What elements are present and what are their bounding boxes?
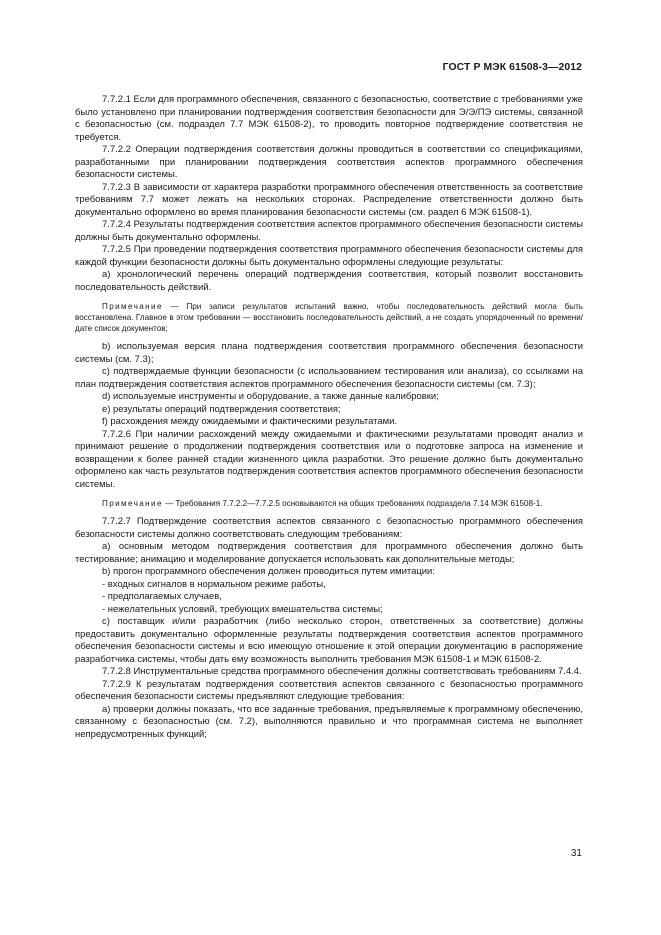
note-1-label: Примечание [102, 302, 163, 311]
clause-7-7-2-1: 7.7.2.1 Если для программного обеспечения, связанного с безопасностью, соответствие с требованиями уже было установлено при планировании подтверждения соответствия безопасности для Э/Э/ПЭ системы, связанной с безопасностью (см. подраздел 7.7 МЭК 61508-2), то проводить повторное подтверждение соответствия не требуется. [75, 94, 583, 143]
note-1-text: — При записи результатов испытаний важно, чтобы последовательность действий могла быть восстановлена. Главное в этом требовании — восстановить последовательность действий, а не создать упорядоченный по времени/дате список документов; [75, 302, 583, 333]
requirement-a: a) основным методом подтверждения соответствия для программного обеспечения должно быть тестирование; анимацию и моделирование допускается использовать как дополнительные методы; [75, 541, 583, 565]
document-body [75, 94, 583, 741]
note-2 [75, 498, 583, 509]
dash-item-3: - нежелательных условий, требующих вмешательства системы; [102, 603, 383, 615]
list-item-b: b) используемая версия плана подтверждения соответствия программного обеспечения безопасности системы (см. 7.3); [75, 341, 583, 365]
list-item-f: f) расхождения между ожидаемыми и фактическими результатами. [102, 416, 398, 427]
requirement-b: b) прогон программного обеспечения должен проводиться путем имитации: [102, 566, 435, 577]
dash-item-2: - предполагаемых случаев, [102, 591, 222, 602]
list-item-a: a) хронологический перечень операций подтверждения соответствия, который позволит восстановить последовательность действий. [75, 269, 583, 293]
clause-7-7-2-2: 7.7.2.2 Операции подтверждения соответствия должны проводиться в соответствии со спецификациями, разработанными при планировании подтверждения соответствия аспектов программного обеспечения безопасности системы. [75, 144, 583, 180]
dash-item-1: - входных сигналов в нормальном режиме работы, [102, 578, 326, 590]
note-1 [75, 301, 583, 334]
page-number: 31 [570, 848, 582, 859]
clause-7-7-2-5: 7.7.2.5 При проведении подтверждения соответствия программного обеспечения безопасности системы для каждой функции безопасности должны быть документально оформлены следующие результаты: [75, 244, 583, 268]
clause-7-7-2-9: 7.7.2.9 К результатам подтверждения соответствия аспектов связанного с безопасностью программного обеспечения безопасности системы предъявляют следующие требования: [75, 678, 583, 702]
standard-header: ГОСТ Р МЭК 61508-3—2012 [442, 62, 582, 73]
requirement-c: c) поставщик и/или разработчик (либо несколько сторон, ответственных за соответствие) должны предоставить документально оформленные результаты подтверждения соответствия аспектов программного обеспечения безопасности системы и всю имеющую отношение к этой операции документацию в распоряжение разработчика системы, чтобы дать ему возможность выполнить требования МЭК 61508-1 и МЭК 61508-2. [75, 616, 583, 665]
note-2-label: Примечание [102, 499, 163, 508]
list-item-c: c) подтверждаемые функции безопасности (с использованием тестирования или анализа), со ссылками на план подтверждения соответствия аспектов программного обеспечения безопасности системы (см. 7.3); [75, 366, 583, 390]
clause-7-7-2-8: 7.7.2.8 Инструментальные средства программного обеспечения должны соответствовать требованиям 7.4.4. [102, 666, 582, 677]
clause-7-7-2-7: 7.7.2.7 Подтверждение соответствия аспектов связанного с безопасностью программного обеспечения безопасности системы должно соответствовать следующим требованиям: [75, 516, 583, 540]
clause-7-7-2-4: 7.7.2.4 Результаты подтверждения соответствия аспектов программного обеспечения безопасности системы должны быть документально оформлены. [75, 219, 583, 243]
list-item-e: e) результаты операций подтверждения соответствия; [102, 403, 341, 415]
result-a: a) проверки должны показать, что все заданные требования, предъявляемые к программному обеспечению, связанному с безопасностью (см. 7.2), выполняются правильно и что программная система не выполняет непредусмотренных функций; [75, 703, 583, 740]
clause-7-7-2-6: 7.7.2.6 При наличии расхождений между ожидаемыми и фактическими результатами проводят анализ и принимают решение о продолжении подтверждения соответствия или о подготовке запроса на изменение и возвращении к более ранней стадии жизненного цикла разработки. Это решение должно быть документально оформлено как часть результатов подтверждения соответствия аспектов программного обеспечения безопасности системы. [75, 428, 583, 490]
note-2-text: — Требования 7.7.2.2—7.7.2.5 основываются на общих требованиях подраздела 7.14 МЭК 61508-1. [162, 499, 543, 508]
list-item-d: d) используемые инструменты и оборудование, а также данные калибровки; [102, 391, 439, 402]
clause-7-7-2-3: 7.7.2.3 В зависимости от характера разработки программного обеспечения ответственность за соответствие требованиям 7.7 может лежать на нескольких сторонах. Распределение ответственности должно быть документально оформлено во время планирования безопасности системы (см. раздел 6 МЭК 61508-1). [75, 181, 583, 218]
